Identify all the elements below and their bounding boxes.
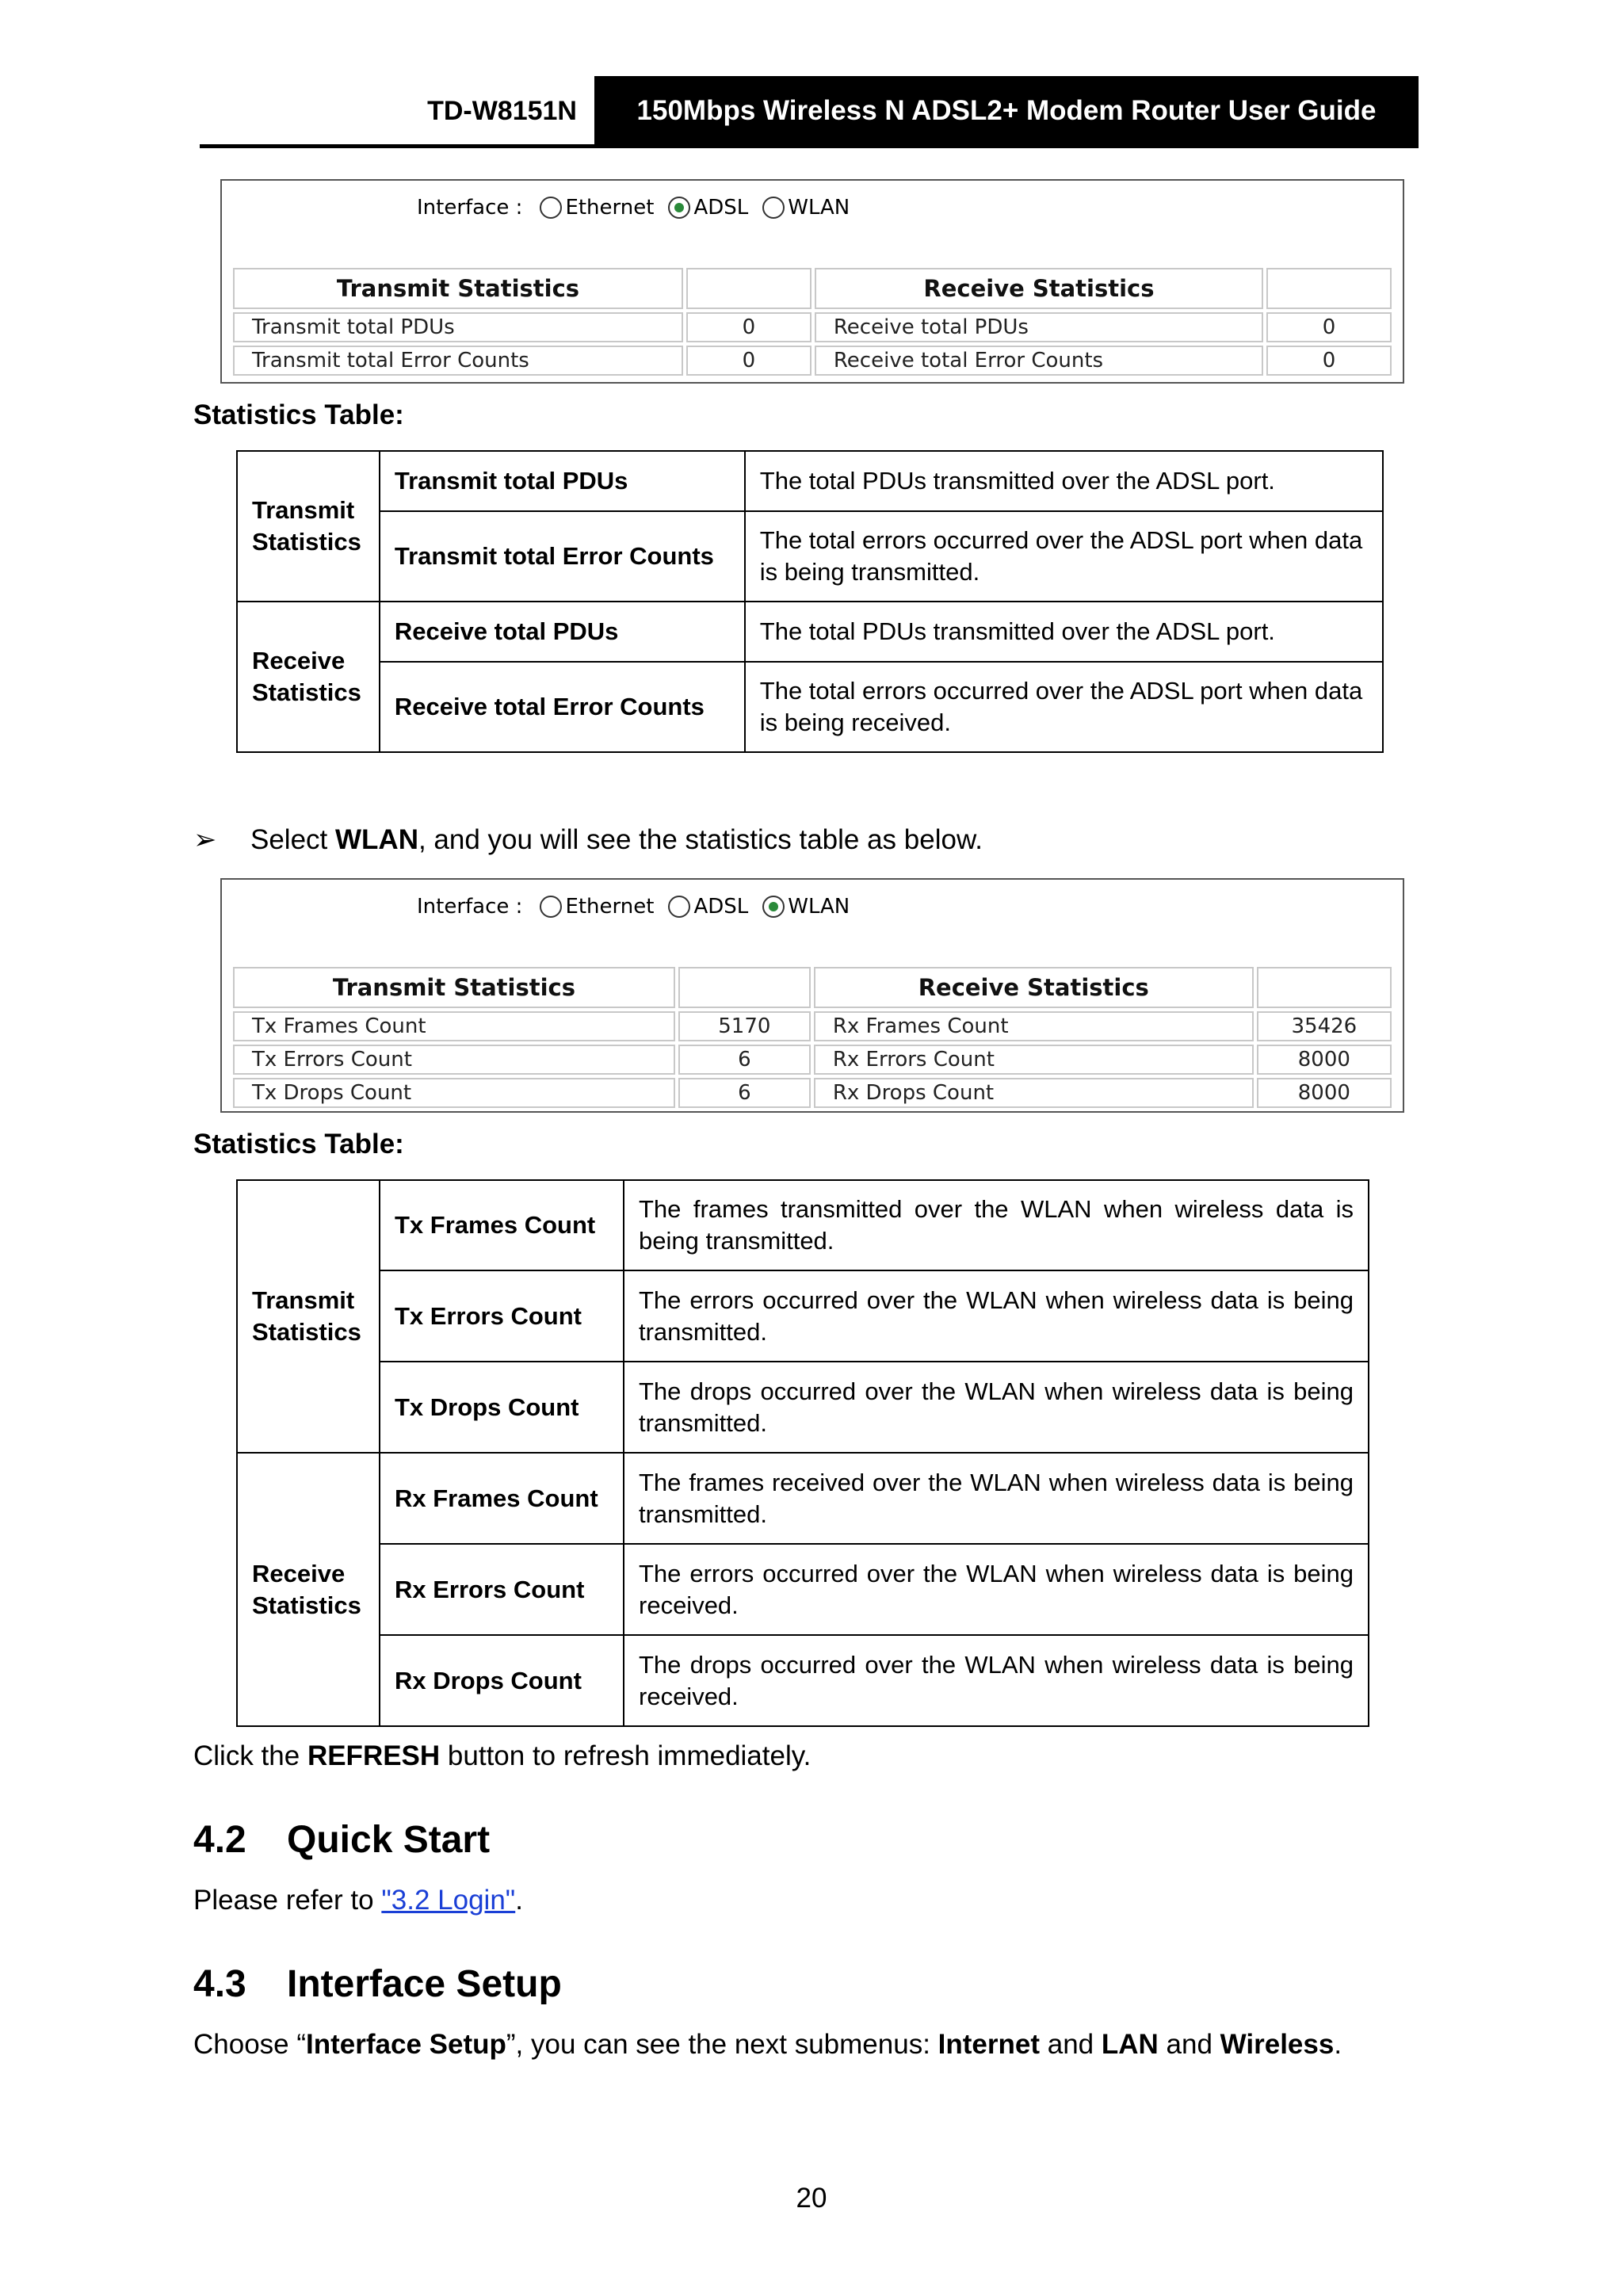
transmit-header: Transmit Statistics: [233, 967, 675, 1008]
table-row: Tx Drops Count 6 Rx Drops Count 8000: [233, 1078, 1392, 1108]
header-rule: [200, 144, 1419, 148]
group-receive: Receive Statistics: [237, 602, 380, 752]
receive-header: Receive Statistics: [815, 268, 1263, 309]
radio-wlan[interactable]: WLAN: [762, 196, 850, 220]
page-header: [200, 76, 1419, 147]
radio-ethernet[interactable]: Ethernet: [540, 196, 654, 220]
wlan-description-table: [236, 1179, 1369, 1727]
table-row: Transmit total PDUs 0 Receive total PDUs 0: [233, 312, 1392, 342]
page-number: 20: [796, 2183, 827, 2214]
interface-label: Interface :: [417, 196, 523, 220]
arrow-bullet-icon: ➢: [193, 824, 217, 855]
table-row: Transmit total Error Counts 0 Receive total Error Counts 0: [233, 346, 1392, 376]
radio-selected-icon[interactable]: [668, 197, 690, 219]
table-row: Receive Statistics Receive total PDUs The total PDUs transmitted over the ADSL port.: [237, 602, 1383, 662]
group-transmit: Transmit Statistics: [237, 1180, 380, 1453]
table-row: Transmit Statistics Tx Frames Count The frames transmitted over the WLAN when wireless data is being transmitted.: [237, 1180, 1369, 1270]
section-heading-4-3: 4.3 Interface Setup: [193, 1963, 562, 2005]
radio-selected-icon[interactable]: [762, 896, 785, 918]
section-heading-4-2: 4.2 Quick Start: [193, 1819, 491, 1861]
interface-selector: [417, 192, 864, 223]
table-row: Tx Drops Count The drops occurred over the WLAN when wireless data is being transmitted.: [237, 1362, 1369, 1453]
table-row: Tx Errors Count 6 Rx Errors Count 8000: [233, 1045, 1392, 1075]
radio-wlan[interactable]: WLAN: [762, 895, 850, 919]
wlan-statistics-screenshot: [220, 878, 1404, 1113]
table-row: Receive Statistics Rx Frames Count The frames received over the WLAN when wireless data is being transmitted.: [237, 1453, 1369, 1544]
interface-selector: [417, 891, 864, 923]
transmit-header: Transmit Statistics: [233, 268, 683, 309]
adsl-stats-table: [230, 265, 1395, 379]
adsl-description-table: [236, 450, 1384, 753]
group-receive: Receive Statistics: [237, 1453, 380, 1726]
table-row: Rx Errors Count The errors occurred over the WLAN when wireless data is being received.: [237, 1544, 1369, 1635]
statistics-table-heading: Statistics Table:: [193, 1129, 404, 1159]
radio-ethernet[interactable]: Ethernet: [540, 895, 654, 919]
header-title: 150Mbps Wireless N ADSL2+ Modem Router User Guide: [594, 76, 1419, 146]
radio-adsl[interactable]: ADSL: [668, 895, 748, 919]
radio-icon[interactable]: [540, 896, 562, 918]
table-row: Transmit total Error Counts The total errors occurred over the ADSL port when data is being transmitted.: [237, 511, 1383, 602]
table-row: Tx Frames Count 5170 Rx Frames Count 35426: [233, 1011, 1392, 1041]
statistics-table-heading: Statistics Table:: [193, 399, 404, 430]
group-transmit: Transmit Statistics: [237, 451, 380, 602]
table-row: Rx Drops Count The drops occurred over the WLAN when wireless data is being received.: [237, 1635, 1369, 1726]
radio-icon[interactable]: [762, 197, 785, 219]
section-4-2-text: Please refer to "3.2 Login".: [193, 1885, 523, 1916]
refresh-note: Click the REFRESH button to refresh immediately.: [193, 1740, 812, 1771]
section-4-3-text: Choose “Interface Setup”, you can see the next submenus: Internet and LAN and Wireless.: [193, 2029, 1342, 2060]
interface-label: Interface :: [417, 895, 523, 919]
receive-header: Receive Statistics: [814, 967, 1254, 1008]
radio-adsl[interactable]: ADSL: [668, 196, 748, 220]
radio-icon[interactable]: [540, 197, 562, 219]
radio-icon[interactable]: [668, 896, 690, 918]
adsl-statistics-screenshot: [220, 179, 1404, 384]
wlan-stats-table: [230, 964, 1395, 1111]
bullet-select-wlan: ➢ Select WLAN, and you will see the statistics table as below.: [193, 824, 983, 855]
table-row: Transmit Statistics Transmit total PDUs The total PDUs transmitted over the ADSL port.: [237, 451, 1383, 511]
table-row: Tx Errors Count The errors occurred over the WLAN when wireless data is being transmitted.: [237, 1270, 1369, 1362]
header-model: TD-W8151N: [427, 96, 577, 126]
table-row: Receive total Error Counts The total errors occurred over the ADSL port when data is being received.: [237, 662, 1383, 752]
login-link[interactable]: "3.2 Login": [381, 1885, 516, 1916]
